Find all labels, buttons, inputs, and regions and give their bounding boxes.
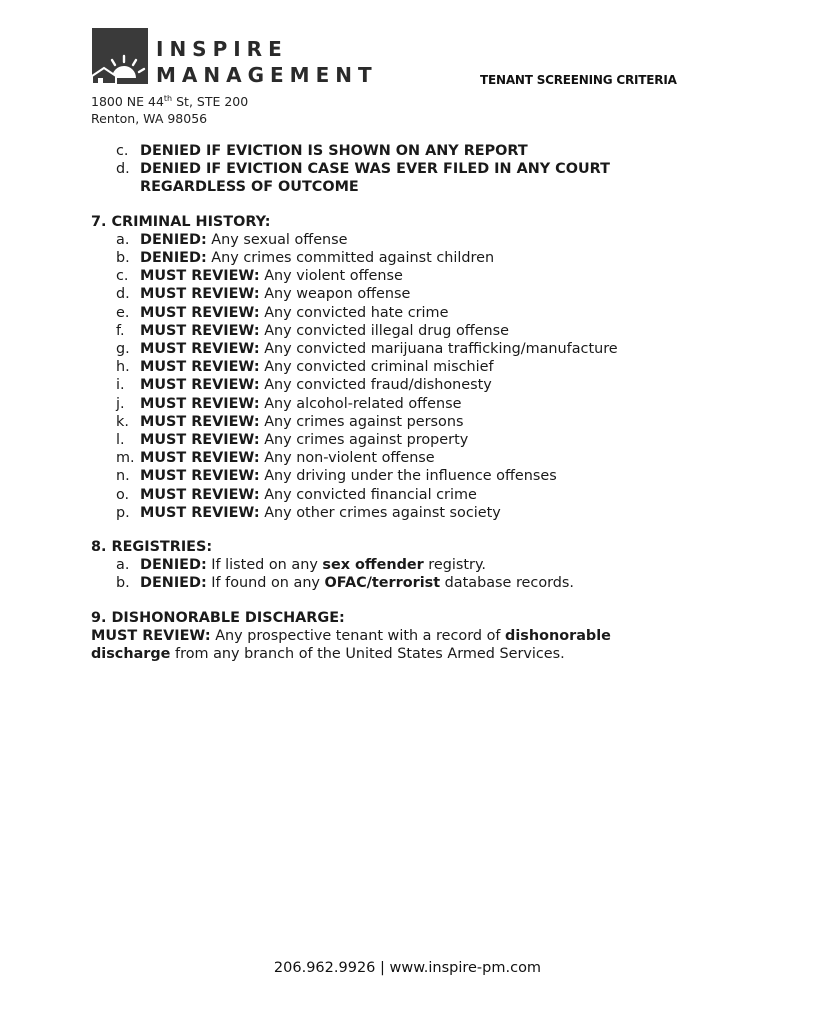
item-emphasis: sex offender [322,557,424,574]
item-letter: b. [116,250,130,267]
list-item [91,486,731,504]
list-item [91,574,731,592]
eviction-list [91,142,731,197]
item-text: Any driving under the influence offenses [259,468,557,485]
list-item [91,556,731,574]
item-label: MUST REVIEW: [140,322,260,339]
item-text: Any crimes against property [259,432,469,449]
item-letter: d. [116,286,130,303]
address-line-1: 1800 NE 44th St, STE 200 [91,94,249,110]
list-item [91,142,731,160]
item-letter: j. [116,395,125,412]
address-line-2: Renton, WA 98056 [91,111,208,127]
item-text: Any convicted hate crime [259,304,449,321]
list-item [91,358,731,376]
item-text: DENIED IF EVICTION CASE WAS EVER FILED IN ANY COURT REGARDLESS OF OUTCOME [140,161,610,196]
item-text: Any convicted fraud/dishonesty [259,377,492,394]
section-heading-registries: 8. REGISTRIES: [91,539,213,556]
item-label: MUST REVIEW: [140,377,260,394]
list-item [91,340,731,358]
item-text: Any alcohol-related offense [259,395,462,412]
item-emphasis: OFAC/terrorist [324,575,441,592]
discharge-paragraph: MUST REVIEW: Any prospective tenant with a record of dishonorable discharge from any branch of the United States Armed Services. [91,627,611,663]
item-letter: i. [116,377,125,394]
item-text: Any non-violent offense [259,450,435,467]
criminal-history-list [91,231,731,522]
item-letter: k. [116,413,129,430]
item-label: MUST REVIEW: [140,486,260,503]
list-item [91,304,731,322]
item-text: Any sexual offense [206,231,348,248]
list-item [91,285,731,303]
item-letter: h. [116,359,130,376]
item-label: MUST REVIEW: [140,468,260,485]
list-item [91,231,731,249]
item-letter: d. [116,161,130,178]
item-label: DENIED: [140,250,207,267]
item-label: MUST REVIEW: [140,450,260,467]
list-item [91,504,731,522]
section-heading-criminal-history: 7. CRIMINAL HISTORY: [91,213,271,230]
item-text: registry. [423,557,486,574]
item-text: Any violent offense [259,268,403,285]
list-item [91,160,700,196]
item-text: Any crimes committed against children [206,250,495,267]
document-title: TENANT SCREENING CRITERIA [480,73,677,87]
item-label: MUST REVIEW: [140,504,260,521]
list-item [91,267,731,285]
item-text: Any other crimes against society [259,504,501,521]
item-text: Any weapon offense [259,286,411,303]
item-letter: l. [116,432,125,449]
item-text: Any convicted criminal mischief [259,359,494,376]
item-letter: a. [116,557,130,574]
item-letter: p. [116,504,130,521]
item-label: MUST REVIEW: [140,359,260,376]
item-label: MUST REVIEW: [140,286,260,303]
item-text: database records. [440,575,575,592]
item-letter: n. [116,468,130,485]
item-letter: m. [116,450,135,467]
item-label: DENIED: [140,557,207,574]
item-text: Any crimes against persons [259,413,464,430]
footer-contact: 206.962.9926 | www.inspire-pm.com [273,960,542,976]
registries-list [91,556,731,592]
item-letter: a. [116,231,130,248]
company-address [91,90,248,127]
item-text: If listed on any [206,557,323,574]
company-name [156,36,378,88]
sunrise-house-logo-icon [92,28,148,84]
item-text: Any convicted financial crime [259,486,477,503]
item-label: DENIED: [140,575,207,592]
item-letter: c. [116,268,129,285]
item-label: MUST REVIEW: [140,341,260,358]
document-body [91,142,731,663]
item-label: MUST REVIEW: [140,413,260,430]
item-label: DENIED: [140,231,207,248]
item-text: If found on any [206,575,325,592]
item-letter: b. [116,575,130,592]
list-item [91,322,731,340]
item-letter: e. [116,304,130,321]
item-letter: c. [116,143,129,159]
item-letter: f. [116,322,125,339]
list-item [91,249,731,267]
item-letter: o. [116,486,130,503]
section-heading-dishonorable-discharge: 9. DISHONORABLE DISCHARGE: [91,609,345,626]
list-item [91,376,731,394]
item-letter: g. [116,341,130,358]
list-item [91,449,731,467]
item-label: MUST REVIEW: [140,432,260,449]
list-item [91,395,731,413]
list-item [91,413,731,431]
item-label: MUST REVIEW: [140,304,260,321]
list-item [91,431,731,449]
item-label: MUST REVIEW: [140,268,260,285]
item-label: MUST REVIEW: [140,395,260,412]
item-text: Any convicted marijuana trafficking/manufacture [259,341,618,358]
brand-line-2: MANAGEMENT [156,63,378,87]
item-text: Any convicted illegal drug offense [259,322,510,339]
brand-line-1: INSPIRE [156,37,288,61]
item-text: DENIED IF EVICTION IS SHOWN ON ANY REPORT [140,143,528,159]
list-item [91,467,731,485]
